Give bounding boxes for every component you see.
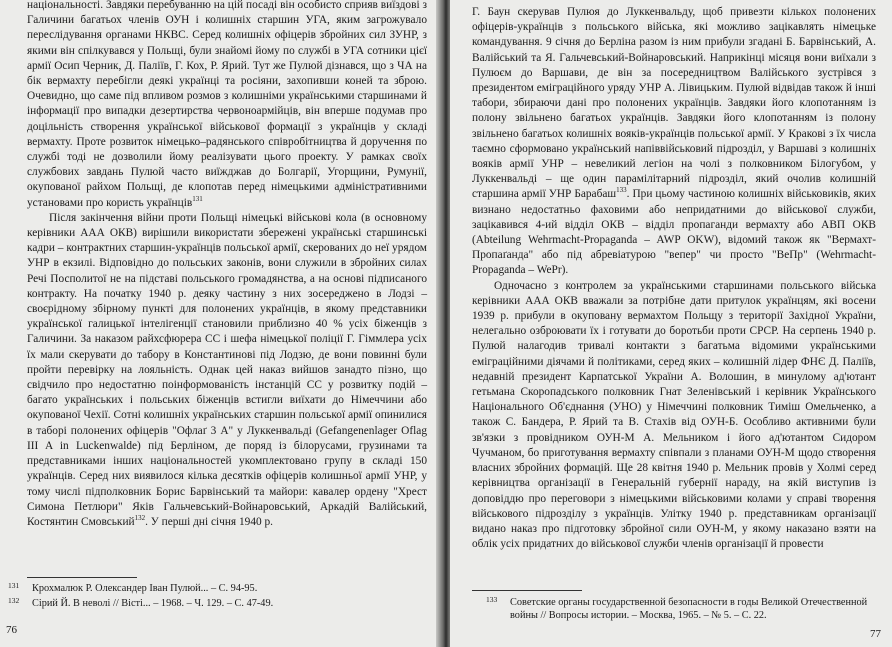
footnote-ref: 133 bbox=[616, 186, 627, 195]
footnote bbox=[486, 596, 878, 622]
paragraph: Одночасно з контролем за українськими старшинами польського війська керівники ААА ОКВ вважали за потрібне дати притулок українцям, які восени 1939 р. прибули в окуповану вермахтом Польщу з території Західної України, нелегально озброювати їх і готувати до боротьби проти СРСР. На серпень 1940 р. Пулюй налагодив тривалі контакти з багатьма відомими українськими еміграційними діячами й політиками, серед яких – колишній лідер ФНЄ Д. Паліїв, недавній президент Карпатської України А. Волошин, в минулому ад'ютант гетьмана Скоропадського полковник Гнат Зеленівський і керівник Українського Національного Об'єднання (УНО) у Німеччині полковник Тиміш Омельченко, а також С. Бандера, Р. Ярий та В. Стахів від ОУН-Б. Особливо активними були зв'язки з провідником ОУН-М А. Мельником і його ад'ютантом Сидором Чучманом, бо приготування вермахту співпали з планами ОУН-М щодо створення власних збройних формацій. Ще 28 квітня 1940 р. Мельник провів у Холмі серед керівництва організації в Генеральній губернії нараду, на якій виступив із доповіддю про переговори з німецькими військовими колами у справі творення військового підрозділу з українців. Улітку 1940 р. представникам організації видано наказ про підготовку збройної сили ОУН-М, у якому наказано взяти на облік усіх придатних до військової служби членів організації й провести bbox=[472, 279, 876, 551]
paragraph: Після закінчення війни проти Польщі німецькі військові кола (в основному керівники ААА ОКВ) вирішили використати збережені українські старшинські кадри – контрактних старшин-українців польської армії, скерованих до неї урядом УНР в екзилі. Відповідно до польських законів, вони служили в збройних силах Речі Посполитої не на підставі польського громадянства, а на основі підписаного контракту. На початку 1940 р. деяку частину з них зосереджено в Лодзі – своєрідному збірному пункті для полонених українців, в якому представники української галицької інтелігенції становили приблизно 40 % усіх біженців з Галичини. За наказом райхсфюрера СС і шефа німецької поліції Г. Гіммлера усіх їх мали скерувати до табору в Константинові під Лодзю, де вони повинні були пройти перевірку на лояльність. Однак цей наказ вийшов занадто пізно, що свідчило про недостатню поінформованість інстанцій СС у розвитку подій – багато українських і польських біженців встигли виїхати до Німеччини або окупованої Чехії. Сотні колишніх українських старшин польської армії опинилися в таборі полонених офіцерів "Офлаґ 3 А" у Луккенвальді (Gefangenenlager Oflag III A in Luckenwalde) під Берліном, де поряд із білорусами, грузинами та представниками інших національностей укомплектовано групу в складі 150 українців. Серед них виявилося кілька десятків офіцерів колишньої армії УНР, у тому числі підполковник Борис Барвінський та майори: кавалер ордену "Хрест Симона Петлюри" Яків Гальчевський-Войнаровський, Аркадій Валійський, Костянтин Смовський$^{132}$. У перші дні січня 1940 р. bbox=[27, 211, 427, 528]
footnote-number: 133 bbox=[486, 595, 498, 604]
page-number: 77 bbox=[870, 628, 881, 640]
paragraph: національності. Завдяки перебуванню на цій посаді він особисто сприяв виїздові з Галичини багатьох членів ОУН і колишніх старшин УГА, яким загрожувало переслідування органами НКВС. Серед колишніх офіцерів збройних сил ЗУНР, з якими він спілкувався у Польщі, були знайомі йому по службі в УГА сотники цієї армії Осип Черник, Д. Паліїв, Г. Кох, Р. Ярий. Тут же Пулюй дізнався, що з ЧА на бік вермахту перебігли деякі українці та росіяни, захопивши коней та зброю. Очевидно, що саме під впливом розмов з колишніми українськими старшинами й інформації про випадки дезертирства червоноармійців, він вперше подумав про доцільність створення української військової формації з українців у складі вермахту. Проте розвиток німецько–радянського співробітництва й доручення по службі тоді не дозволили йому реалізувати цього проекту. У рамках своїх службових завдань Пулюй часто виїжджав до Болгарії, Угорщини, Румунії, окупованої райхом Польщі, де клопотав перед німецькими адміністративними установами про користь українців$^{131}$ bbox=[27, 0, 427, 209]
right-page-body bbox=[472, 5, 876, 552]
footnote-ref: 131 bbox=[192, 194, 203, 203]
footnote bbox=[8, 597, 428, 610]
page-number: 76 bbox=[6, 624, 17, 636]
footnote-divider bbox=[472, 590, 582, 591]
right-page bbox=[450, 0, 892, 647]
footnote bbox=[8, 582, 428, 595]
footnote-text: Советские органы государственной безопасности в годы Великой Отечественной войны // Вопросы истории. – Москва, 1965. – № 5. – С. 22. bbox=[510, 597, 868, 621]
footnote-number: 131 bbox=[8, 581, 20, 590]
left-page bbox=[0, 0, 442, 647]
paragraph: Г. Баун скерував Пулюя до Луккенвальду, щоб привезти кількох полонених офіцерів-українців з польського війська, які можливо зацікавлять німецьке командування. 9 січня до Берліна разом із ним прибули згадані Б. Барвінський, А. Валійський та Я. Гальчевський-Войнаровський. Наприкінці місяця вони виїхали з Пулюєм до Варшави, де він за посередництвом Валійського зустрівся з президентом еміграційного уряду УНР А. Лівицьким. Пулюй відвідав також й інші табори, збираючи дані про полонених українців. Завдяки його клопотанням із полону звільнено багатьох українців. Завдяки його клопотанням із полону звільнено багатьох колишніх вояків-українців польської армії. У Кракові з їх числа таємно сформовано український напіввійськовий підрозділ, у Варшаві з колишніх вояків армії УНР – невеликий легіон на чолі з полковником Білогубом, у Луккенвальді – ще один парамілітарний підрозділ, який очолив колишній старшина армії УНР Барабаш$^{133}$. При цьому частиною колишніх військовиків, яких визнано недостатньо фаховими або непридатними до військової служби, зацікавився 4-ий відділ ОКВ – відділ пропаганди вермахту або АВП ОКВ (Abteilung Wehrmacht-Propaganda – AWP OKW), відомий також як "Вермахт-Пропаґанда" або під абревіатурою "вепер" чи просто "ВеПр" (Wehrmacht-Propaganda – WePr). bbox=[472, 6, 876, 277]
left-page-body bbox=[27, 0, 427, 530]
footnote-ref: 132 bbox=[134, 514, 146, 523]
footnote-number: 132 bbox=[8, 596, 20, 605]
footnote-text: Крохмалюк Р. Олександер Іван Пулюй... – С. 94-95. bbox=[32, 583, 258, 594]
footnote-text: Сірий Й. В неволі // Вісті... – 1968. – Ч. 129. – С. 47-49. bbox=[32, 598, 274, 609]
footnote-divider bbox=[27, 577, 137, 578]
